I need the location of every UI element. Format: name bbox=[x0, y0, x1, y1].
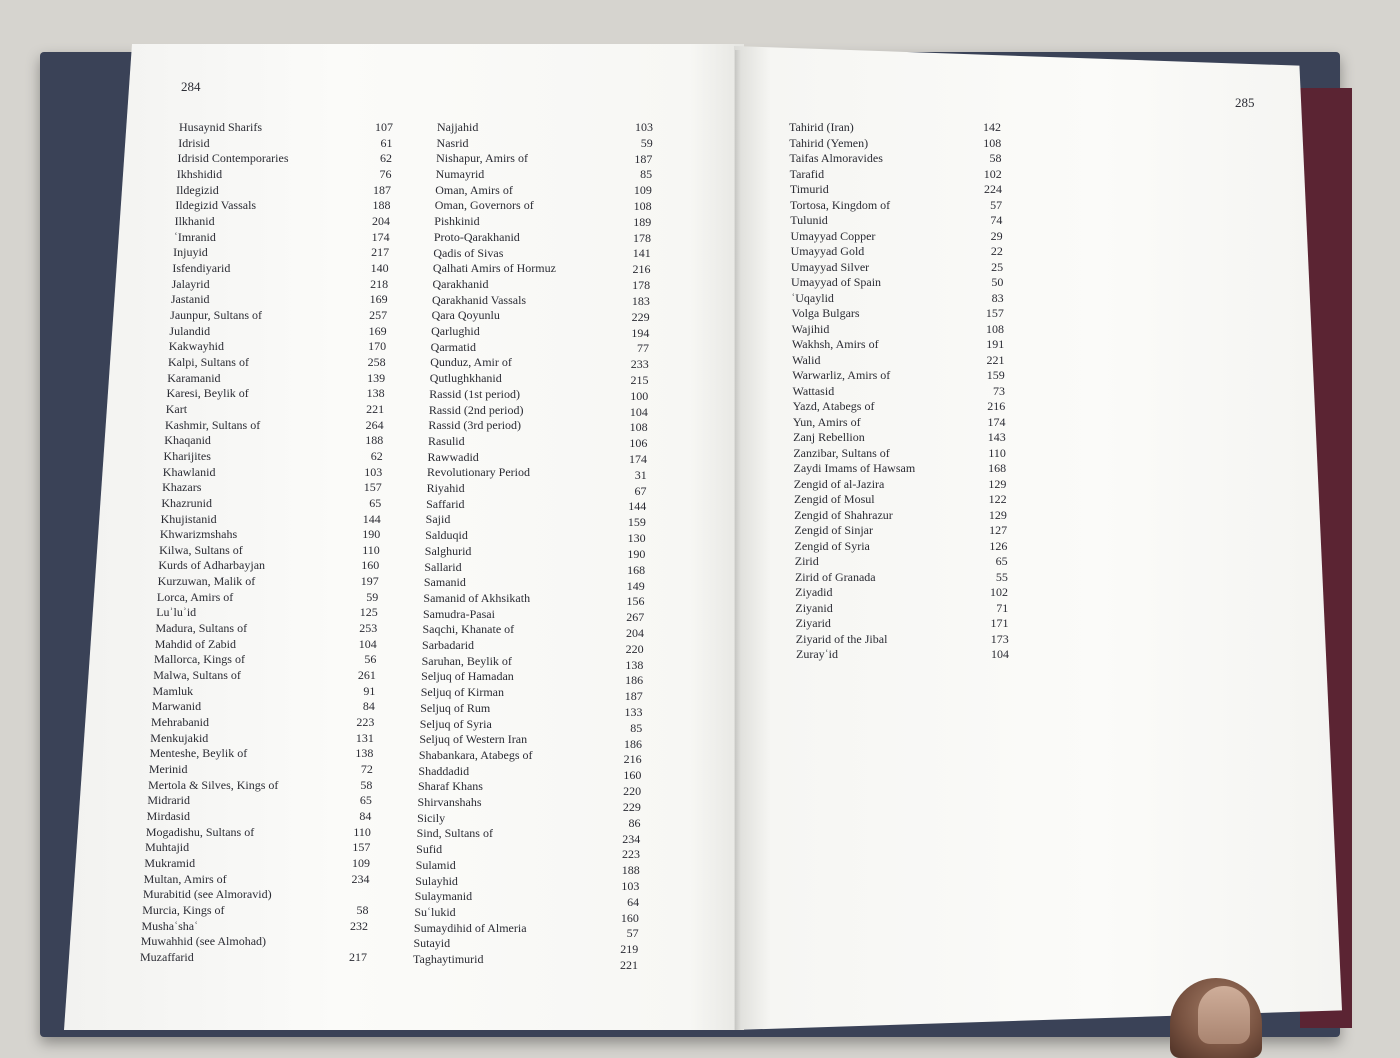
index-entry-name: Riyahid bbox=[426, 481, 465, 496]
index-entry-page: 31 bbox=[634, 467, 647, 482]
index-entry-name: Nishapur, Amirs of bbox=[436, 151, 528, 166]
index-entry-page: 186 bbox=[623, 736, 642, 751]
index-entry-page: 220 bbox=[625, 641, 644, 656]
index-entry-name: Qarakhanid bbox=[432, 276, 489, 291]
index-entry-name: ʿUqaylid bbox=[791, 290, 834, 305]
index-entry-name: Zanzibar, Sultans of bbox=[793, 445, 890, 460]
index-entry-name: Menteshe, Beylik of bbox=[149, 746, 248, 761]
index-entry-page: 122 bbox=[988, 492, 1007, 506]
index-entry-page: 100 bbox=[630, 388, 649, 403]
index-entry-page: 64 bbox=[627, 894, 640, 909]
index-entry-page: 229 bbox=[622, 799, 641, 814]
index-entry-page: 104 bbox=[629, 404, 648, 419]
index-entry-name: Rassid (3rd period) bbox=[428, 418, 522, 433]
index-entry-page: 127 bbox=[989, 523, 1008, 537]
index-entry-name: Qarmatid bbox=[430, 339, 476, 354]
index-entry-name: Seljuq of Rum bbox=[420, 700, 491, 715]
index-entry-name: Wajihid bbox=[791, 321, 830, 336]
index-entry-name: Umayyad Copper bbox=[790, 228, 876, 243]
index-entry-page: 91 bbox=[363, 683, 376, 698]
index-entry-name: Lorca, Amirs of bbox=[156, 589, 234, 604]
index-entry-name: Sulamid bbox=[415, 857, 456, 872]
index-entry-page: 65 bbox=[369, 495, 382, 510]
index-entry-name: Ziyarid bbox=[795, 616, 831, 630]
index-entry-name: Mahdid of Zabid bbox=[154, 636, 237, 651]
index-entry-page: 188 bbox=[365, 433, 384, 448]
index-entry-page: 190 bbox=[362, 527, 381, 542]
index-entry-name: Zaydi Imams of Hawsam bbox=[793, 461, 916, 475]
index-entry-page: 76 bbox=[379, 166, 392, 181]
index-entry-name: Nasrid bbox=[436, 135, 469, 150]
index-entry-page: 159 bbox=[627, 515, 646, 530]
index-entry-name: Saqchi, Khanate of bbox=[422, 622, 515, 637]
index-entry-page: 267 bbox=[626, 610, 645, 625]
index-entry-name: Ziyadid bbox=[795, 585, 833, 599]
index-entry-name: Shirvanshahs bbox=[417, 795, 482, 810]
index-entry-page: 204 bbox=[625, 625, 644, 640]
index-entry-page: 110 bbox=[353, 824, 371, 839]
index-entry-page: 130 bbox=[627, 531, 646, 546]
index-entry-name: Tulunid bbox=[790, 213, 828, 227]
index-entry-name: Sarbadarid bbox=[422, 638, 475, 653]
index-entry-name: Qalhati Amirs of Hormuz bbox=[432, 261, 556, 276]
index-entry-name: Ikhshidid bbox=[176, 166, 223, 181]
index-entry-page: 160 bbox=[361, 558, 380, 573]
index-entry-page: 217 bbox=[349, 950, 367, 964]
index-entry-page: 62 bbox=[380, 151, 393, 166]
index-entry-name: Wattasid bbox=[792, 383, 835, 398]
index-entry-page: 218 bbox=[370, 276, 389, 291]
index-entry-name: Multan, Amirs of bbox=[143, 871, 227, 886]
index-entry-name: Khazars bbox=[162, 480, 202, 495]
index-entry-name: Khazrunid bbox=[161, 495, 212, 510]
index-entry-name: Ilkhanid bbox=[174, 213, 215, 228]
index-entry-name: Menkujakid bbox=[150, 730, 209, 745]
index-entry-name: Tarafid bbox=[789, 166, 825, 181]
index-entry-name: Luʾluʾid bbox=[156, 605, 197, 620]
index-entry-name: Kashmir, Sultans of bbox=[165, 417, 261, 432]
index-entry-name: Sumaydihid of Almeria bbox=[413, 920, 527, 935]
index-entry-name: Kurds of Adharbayjan bbox=[158, 558, 266, 573]
index-entry-page: 223 bbox=[621, 847, 640, 862]
index-entry-page: 71 bbox=[996, 600, 1009, 615]
index-entry-name: Injuyid bbox=[173, 245, 208, 260]
index-entry-name: Rassid (2nd period) bbox=[428, 402, 524, 417]
index-entry-page: 61 bbox=[380, 135, 393, 150]
index-entry-name: Kalpi, Sultans of bbox=[167, 354, 249, 369]
index-entry-name: Salduqid bbox=[425, 528, 468, 543]
index-entry-page: 223 bbox=[356, 715, 375, 730]
index-entry-page: 104 bbox=[358, 636, 377, 651]
index-entry-name: Julandid bbox=[169, 323, 211, 338]
index-entry-name: Zirid bbox=[794, 554, 819, 568]
index-entry-page: 74 bbox=[990, 213, 1003, 227]
index-entry-name: Zengid of Mosul bbox=[793, 492, 875, 506]
index-entry-name: Shabankara, Atabegs of bbox=[418, 747, 533, 762]
index-entry-page: 232 bbox=[349, 918, 368, 933]
index-entry-name: Sulaymanid bbox=[414, 889, 473, 904]
index-entry-name: Saffarid bbox=[426, 496, 465, 511]
index-entry-page: 261 bbox=[357, 668, 376, 683]
index-entry-page: 188 bbox=[621, 863, 640, 878]
index-entry-name: Husaynid Sharifs bbox=[179, 120, 262, 134]
index-entry-name: Pishkinid bbox=[434, 214, 480, 229]
index-entry-name: Qadis of Sivas bbox=[433, 245, 504, 260]
thumbnail-nail bbox=[1198, 986, 1250, 1044]
index-entry-name: Merinid bbox=[148, 762, 188, 777]
index-entry-page: 168 bbox=[988, 461, 1007, 475]
index-entry-page: 84 bbox=[362, 699, 375, 714]
index-entry-name: Oman, Amirs of bbox=[435, 182, 513, 197]
index-entry-name: Samanid bbox=[423, 575, 466, 590]
index-entry-name: Jalayrid bbox=[171, 276, 210, 291]
index-entry-page: 194 bbox=[631, 325, 650, 340]
index-entry-page: 85 bbox=[630, 720, 643, 735]
index-entry-name: Taghaytimurid bbox=[413, 952, 484, 966]
index-entry-name: Zengid of Shahrazur bbox=[794, 507, 893, 522]
index-entry-page: 221 bbox=[986, 352, 1005, 367]
index-entry-name: Timurid bbox=[789, 182, 829, 196]
index-entry-page: 141 bbox=[632, 246, 651, 261]
index-entry-page: 85 bbox=[640, 167, 653, 182]
index-entry-page: 174 bbox=[987, 414, 1006, 429]
index-entry-page: 86 bbox=[628, 815, 641, 830]
index-entry-page: 157 bbox=[985, 306, 1004, 320]
index-entry-name: Mukramid bbox=[144, 856, 196, 871]
index-entry-name: Zirid of Granada bbox=[794, 569, 876, 584]
index-entry-name: Mirdasid bbox=[146, 809, 190, 824]
index-entry-name: Marwanid bbox=[151, 699, 202, 714]
index-entry-page: 104 bbox=[991, 647, 1009, 661]
index-entry-page: 156 bbox=[626, 594, 645, 609]
index-entry-page: 159 bbox=[986, 368, 1005, 382]
index-entry-page: 129 bbox=[988, 507, 1007, 522]
index-entry-name: Rasulid bbox=[427, 433, 465, 448]
index-entry-name: Muwahhid (see Almohad) bbox=[140, 934, 267, 949]
index-entry-name: Umayyad of Spain bbox=[791, 275, 882, 289]
index-entry-page: 138 bbox=[366, 386, 385, 401]
index-entry-page: 174 bbox=[629, 452, 648, 467]
index-entry-name: Ziyanid bbox=[795, 600, 833, 615]
index-entry-name: Numayrid bbox=[435, 167, 485, 182]
index-entry-page: 138 bbox=[355, 746, 374, 761]
index-entry-name: Ildegizid bbox=[176, 182, 219, 197]
index-entry-page: 216 bbox=[623, 752, 642, 767]
index-entry-name: Zengid of Syria bbox=[794, 538, 870, 553]
index-entry-page: 72 bbox=[360, 762, 373, 777]
index-entry-name: Sutayid bbox=[413, 936, 451, 951]
index-entry-page: 50 bbox=[991, 275, 1004, 289]
index-entry-page: 25 bbox=[991, 259, 1004, 274]
index-entry-page: 106 bbox=[629, 436, 648, 451]
index-entry-page: 84 bbox=[359, 809, 372, 824]
index-entry-page: 169 bbox=[369, 292, 388, 307]
index-entry-page: 108 bbox=[633, 199, 652, 214]
index-entry-page: 142 bbox=[983, 120, 1001, 134]
index-entry-name: Rassid (1st period) bbox=[429, 386, 520, 401]
index-entry-name: Najjahid bbox=[437, 120, 479, 134]
index-entry-page: 102 bbox=[990, 585, 1009, 599]
index-entry-page: 59 bbox=[640, 135, 653, 150]
index-entry-name: Jastanid bbox=[170, 292, 210, 307]
index-entry-name: Sulayhid bbox=[415, 873, 458, 888]
index-entry-name: ʿImranid bbox=[173, 229, 216, 244]
index-entry-name: Walid bbox=[792, 352, 821, 367]
index-entry-page: 171 bbox=[990, 616, 1009, 630]
index-entry-page: 58 bbox=[356, 903, 369, 918]
index-entry-page: 253 bbox=[359, 621, 378, 636]
index-entry-name: Qarlughid bbox=[431, 324, 480, 339]
index-entry-name: Sufid bbox=[416, 842, 443, 857]
index-entry-page: 29 bbox=[990, 228, 1003, 243]
index-entry-page: 170 bbox=[368, 339, 387, 354]
index-entry-name: Mamluk bbox=[152, 683, 194, 698]
left-page-number: 284 bbox=[181, 79, 201, 94]
index-entry-page: 109 bbox=[351, 856, 370, 871]
index-entry-page: 108 bbox=[986, 321, 1005, 336]
index-entry-page: 56 bbox=[364, 652, 377, 667]
index-entry-name: Karesi, Beylik of bbox=[166, 386, 249, 401]
index-entry-page: 125 bbox=[359, 605, 378, 620]
index-entry-page: 157 bbox=[363, 480, 382, 495]
index-entry-name: Murcia, Kings of bbox=[142, 903, 225, 918]
index-entry-name: Sind, Sultans of bbox=[416, 826, 493, 841]
index-entry-name: Qarakhanid Vassals bbox=[432, 292, 527, 307]
index-entry-page: 187 bbox=[634, 151, 653, 166]
index-entry-name: Muhtajid bbox=[145, 840, 190, 855]
index-entry-name: Ildegizid Vassals bbox=[175, 198, 257, 213]
index-entry-name: Umayyad Gold bbox=[790, 244, 865, 258]
index-entry-name: Seljuq of Syria bbox=[419, 716, 492, 731]
index-entry-page: 140 bbox=[370, 260, 389, 275]
index-entry-page: 107 bbox=[375, 120, 393, 134]
index-entry-name: Tortosa, Kingdom of bbox=[790, 197, 891, 212]
index-entry-page: 103 bbox=[635, 120, 653, 134]
index-entry-page: 133 bbox=[624, 705, 643, 720]
index-entry-page: 144 bbox=[362, 511, 381, 526]
index-entry-page: 233 bbox=[630, 357, 649, 372]
index-entry-name: Ziyarid of the Jibal bbox=[795, 631, 888, 646]
index-entry-name: Qutlughkhanid bbox=[429, 371, 502, 386]
index-entry-page: 73 bbox=[993, 383, 1005, 398]
index-entry-page: 149 bbox=[626, 578, 645, 593]
index-entry-page: 157 bbox=[352, 840, 371, 855]
index-entry-page: 187 bbox=[373, 182, 392, 197]
index-entry-page: 22 bbox=[990, 244, 1003, 258]
index-entry-page: 229 bbox=[631, 309, 650, 324]
index-entry-page: 189 bbox=[633, 214, 652, 229]
index-entry-page: 103 bbox=[621, 878, 640, 893]
index-entry-page: 183 bbox=[631, 293, 650, 308]
index-entry-name: Wakhsh, Amirs of bbox=[791, 337, 879, 351]
index-entry-name: Samudra-Pasai bbox=[422, 606, 495, 621]
right-page-number: 285 bbox=[1235, 95, 1255, 110]
index-entry-name: Tahirid (Iran) bbox=[789, 120, 854, 134]
index-entry-name: Warwarliz, Amirs of bbox=[792, 368, 891, 382]
index-entry-page: 215 bbox=[630, 372, 649, 387]
index-entry-page: 191 bbox=[986, 337, 1005, 351]
index-entry-name: Kurzuwan, Malik of bbox=[157, 574, 256, 589]
index-entry-name: Qunduz, Amir of bbox=[430, 355, 512, 370]
index-entry-page: 258 bbox=[367, 354, 386, 369]
index-entry-page: 217 bbox=[371, 245, 390, 260]
index-entry-page: 57 bbox=[626, 926, 639, 941]
index-entry-name: Kakwayhid bbox=[168, 339, 225, 354]
index-entry-name: Kilwa, Sultans of bbox=[159, 542, 243, 557]
index-entry-name: Madura, Sultans of bbox=[155, 621, 248, 636]
index-entry-name: Kharijites bbox=[163, 448, 211, 463]
index-entry-page: 67 bbox=[634, 483, 647, 498]
index-entry-page: 108 bbox=[629, 420, 648, 435]
index-entry-name: Mogadishu, Sultans of bbox=[145, 824, 255, 839]
index-entry-page: 62 bbox=[370, 448, 383, 463]
index-entry-name: Khwarizmshahs bbox=[159, 527, 238, 542]
index-entry-page: 160 bbox=[623, 768, 642, 783]
index-entry-name: Idrisid bbox=[178, 135, 210, 150]
index-entry-page: 219 bbox=[620, 942, 639, 957]
index-entry-page: 129 bbox=[988, 476, 1007, 491]
index-entry-page: 160 bbox=[620, 910, 639, 925]
index-entry-name: Shaddadid bbox=[418, 763, 470, 778]
index-entry-page: 83 bbox=[991, 290, 1004, 305]
index-entry-name: Murabitid (see Almoravid) bbox=[142, 887, 272, 902]
index-entry-page: 77 bbox=[637, 341, 650, 356]
index-entry-name: Khujistanid bbox=[160, 511, 217, 526]
index-entry-page: 57 bbox=[990, 197, 1003, 212]
index-entry-name: Proto-Qarakhanid bbox=[433, 229, 520, 244]
index-entry-page: 126 bbox=[989, 538, 1008, 553]
index-entry-name: Mertola & Silves, Kings of bbox=[148, 777, 279, 792]
index-entry-page: 190 bbox=[627, 546, 646, 561]
index-entry-name: Sajid bbox=[425, 512, 451, 527]
index-entry-name: Karamanid bbox=[167, 370, 221, 385]
index-entry-page: 224 bbox=[983, 182, 1002, 196]
index-entry-name: Muzaffarid bbox=[140, 950, 194, 964]
index-entry-name: Isfendiyarid bbox=[172, 260, 231, 275]
index-entry-page: 174 bbox=[371, 229, 390, 244]
index-entry-page: 216 bbox=[632, 262, 651, 277]
index-entry-name: Suʿlukid bbox=[414, 904, 456, 919]
index-entry-name: Zanj Rebellion bbox=[793, 430, 865, 444]
index-entry-page: 139 bbox=[367, 370, 386, 385]
index-entry-page: 168 bbox=[627, 562, 646, 577]
index-entry-name: Khawlanid bbox=[162, 464, 216, 479]
index-entry-name: Sicily bbox=[417, 810, 446, 825]
index-entry-name: Qara Qoyunlu bbox=[431, 308, 500, 323]
index-entry-page: 221 bbox=[620, 958, 638, 972]
index-entry-name: Tahirid (Yemen) bbox=[789, 135, 869, 150]
index-entry-name: Mehrabanid bbox=[151, 715, 210, 730]
index-entry-page: 131 bbox=[355, 730, 374, 745]
index-entry-name: Salghurid bbox=[424, 543, 472, 558]
index-entry-page: 109 bbox=[633, 183, 652, 198]
index-entry-page: 220 bbox=[623, 784, 642, 799]
index-entry-page: 144 bbox=[628, 499, 647, 514]
index-entry-name: Jaunpur, Sultans of bbox=[170, 307, 263, 322]
index-entry-page: 65 bbox=[359, 793, 372, 808]
index-entry-name: Seljuq of Western Iran bbox=[419, 732, 528, 747]
index-entry-page: 186 bbox=[625, 673, 644, 688]
index-entry-page: 173 bbox=[990, 631, 1009, 646]
index-entry-page: 58 bbox=[360, 777, 373, 792]
index-entry-page: 110 bbox=[362, 542, 380, 557]
index-entry-page: 55 bbox=[995, 569, 1008, 584]
index-entry-name: Sallarid bbox=[424, 559, 462, 574]
index-entry-name: Revolutionary Period bbox=[427, 465, 531, 480]
index-entry-name: Volga Bulgars bbox=[791, 306, 860, 320]
index-entry-page: 178 bbox=[633, 230, 652, 245]
index-entry-page: 197 bbox=[360, 574, 379, 589]
book-gutter bbox=[735, 50, 741, 1030]
index-entry-page: 138 bbox=[625, 657, 644, 672]
index-entry-page: 204 bbox=[372, 213, 391, 228]
index-entry-page: 59 bbox=[366, 589, 379, 604]
index-entry-name: Mushaʿshaʿ bbox=[141, 918, 199, 933]
index-entry-name: Idrisid Contemporaries bbox=[177, 151, 289, 166]
index-entry-name: Midrarid bbox=[147, 793, 190, 808]
index-entry-name: Umayyad Silver bbox=[790, 259, 870, 274]
index-entry-name: Rawwadid bbox=[427, 449, 479, 464]
index-entry-page: 234 bbox=[622, 831, 641, 846]
index-entry-page: 110 bbox=[988, 445, 1006, 460]
index-entry-name: Zurayʿid bbox=[796, 647, 838, 661]
index-entry-page: 216 bbox=[987, 399, 1006, 413]
index-entry-name: Zengid of al-Jazira bbox=[793, 476, 885, 491]
index-entry-page: 264 bbox=[365, 417, 384, 432]
index-entry-page: 143 bbox=[987, 430, 1006, 444]
index-entry-page: 58 bbox=[989, 151, 1002, 165]
index-entry-name: Yazd, Atabegs of bbox=[792, 399, 875, 413]
index-entry-page: 178 bbox=[632, 278, 651, 293]
index-entry-page: 188 bbox=[372, 198, 391, 213]
index-entry-name: Seljuq of Kirman bbox=[420, 685, 505, 700]
index-entry-name: Zengid of Sinjar bbox=[794, 523, 873, 537]
index-entry-name: Taifas Almoravides bbox=[789, 151, 883, 165]
index-entry-name: Samanid of Akhsikath bbox=[423, 590, 531, 605]
index-entry-name: Malwa, Sultans of bbox=[153, 668, 241, 683]
index-entry-page: 65 bbox=[995, 554, 1008, 568]
index-entry-name: Saruhan, Beylik of bbox=[421, 653, 512, 668]
index-entry-page: 221 bbox=[366, 401, 385, 416]
index-entry-page: 102 bbox=[983, 166, 1002, 181]
index-entry-name: Kart bbox=[165, 401, 188, 416]
index-entry-page: 234 bbox=[351, 871, 370, 886]
index-entry-page: 103 bbox=[364, 464, 383, 479]
index-entry-name: Mallorca, Kings of bbox=[153, 652, 245, 667]
index-entry-page: 257 bbox=[369, 307, 388, 322]
index-entry-name: Yun, Amirs of bbox=[792, 414, 861, 429]
index-entry-name: Seljuq of Hamadan bbox=[421, 669, 514, 684]
index-entry-name: Khaqanid bbox=[164, 433, 211, 448]
index-entry-page: 187 bbox=[624, 689, 643, 704]
index-entry-name: Sharaf Khans bbox=[417, 779, 483, 794]
index-entry-page: 169 bbox=[368, 323, 387, 338]
index-entry-name: Oman, Governors of bbox=[434, 198, 534, 213]
index-entry-page: 108 bbox=[983, 135, 1002, 150]
